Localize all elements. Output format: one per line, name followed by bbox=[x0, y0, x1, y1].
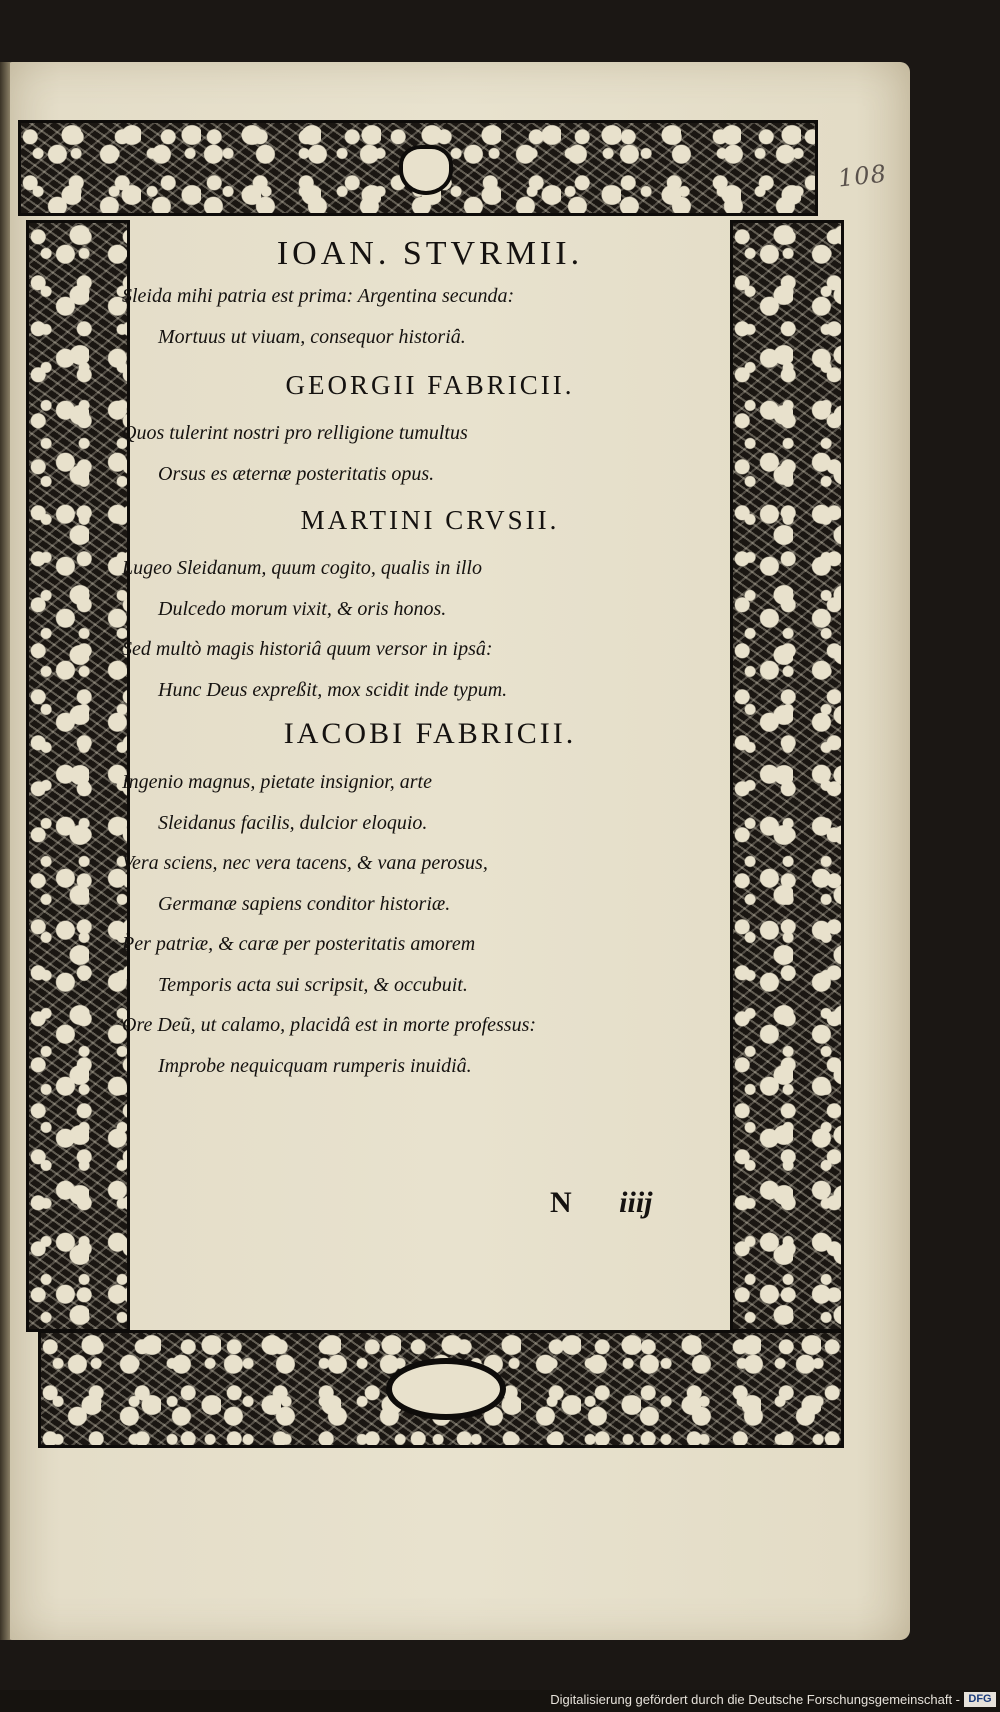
verse-line: Sleida mihi patria est prima: Argentina secunda: bbox=[122, 285, 515, 307]
verse-line: Mortuus ut viuam, consequor historiâ. bbox=[158, 325, 466, 348]
section-heading: GEORGII FABRICII. bbox=[285, 370, 575, 400]
page-edge bbox=[0, 62, 10, 1640]
verse-line: Dulcedo morum vixit, & oris honos. bbox=[158, 597, 447, 620]
dfg-logo-icon: DFG bbox=[964, 1692, 996, 1707]
verse-line: Ingenio magnus, pietate insignior, arte bbox=[122, 771, 432, 793]
cartouche-ornament-icon bbox=[386, 1358, 506, 1420]
verse-line: Lugeo Sleidanum, quum cogito, qualis in illo bbox=[122, 557, 482, 579]
section-heading: IACOBI FABRICII. bbox=[283, 717, 577, 750]
signature-letter: N bbox=[550, 1186, 572, 1219]
verse-line: Germanæ sapiens conditor historiæ. bbox=[158, 892, 451, 915]
verse-line: Sed multò magis historiâ quum versor in ipsâ: bbox=[122, 638, 493, 660]
mask-ornament-icon bbox=[399, 145, 453, 195]
epitaph-text-block bbox=[112, 232, 748, 1086]
verse-line: Temporis acta sui scripsit, & occubuit. bbox=[158, 973, 468, 996]
verse-line: Hunc Deus expreßit, mox scidit inde typum. bbox=[158, 678, 508, 701]
handwritten-folio-number: 108 bbox=[836, 159, 889, 193]
signature-number: iiij bbox=[619, 1186, 653, 1219]
verse-line: Orsus es æternæ posteritatis opus. bbox=[158, 462, 435, 485]
funding-credit: Digitalisierung gefördert durch die Deutsche Forschungsgemeinschaft - bbox=[550, 1692, 960, 1707]
section-heading: IOAN. STVRMII. bbox=[276, 235, 584, 272]
verse-line: Quos tulerint nostri pro relligione tumultus bbox=[122, 422, 468, 444]
verse-line: Vera sciens, nec vera tacens, & vana perosus, bbox=[122, 852, 488, 874]
woodcut-border-top bbox=[18, 120, 818, 216]
verse-line: Sleidanus facilis, dulcior eloquio. bbox=[158, 811, 428, 834]
verse-line: Per patriæ, & caræ per posteritatis amorem bbox=[122, 933, 476, 955]
verse-line: Ore Deũ, ut calamo, placidâ est in morte professus: bbox=[122, 1014, 537, 1036]
section-heading: MARTINI CRVSII. bbox=[300, 505, 560, 535]
signature-mark bbox=[550, 1186, 653, 1220]
verse-line: Improbe nequicquam rumperis inuidiâ. bbox=[158, 1054, 472, 1077]
